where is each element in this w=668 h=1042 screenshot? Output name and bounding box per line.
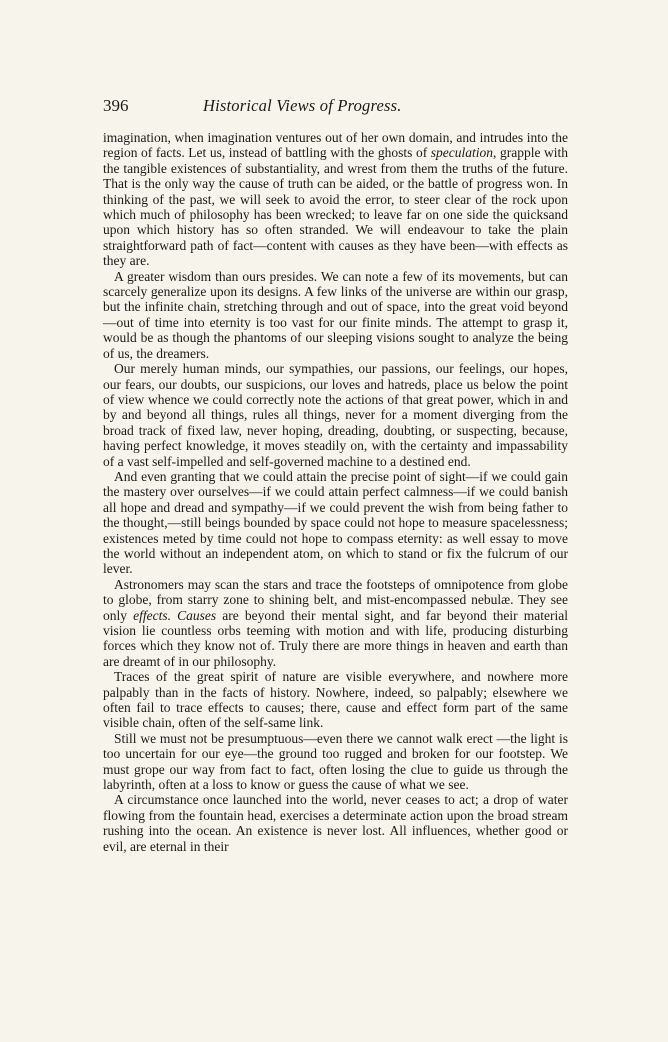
text-run: And even granting that we could attain the precise point of sight—if we could gain the mastery over ourselves—if we could attain perfect calmness—if we could banish all hope and dread and sympathy—if we could prevent the wish from being father to the thought,—still beings bounded by space could not hope to measure spacelessness; existences meted by time could not hope to compass eternity: as well essay to move the world without an independent atom, on which to stand or fix the fulcrum of our lever. [103,468,568,577]
paragraph [103,361,568,469]
text-run: Traces of the great spirit of nature are visible everywhere, and nowhere more palpably than in the facts of history. Nowhere, indeed, so palpably; elsewhere we often fail to trace effects to causes; there, cause and effect form part of the same visible chain, often of the self-same link. [103,669,568,731]
italic-text: Causes [177,607,217,623]
paragraph [103,669,568,731]
paragraph [103,731,568,793]
text-run: imagination, when imagination ventures out of her own domain, and intrudes into the region of facts. Let us, instead of battling with the ghosts of [103,130,568,161]
page-number: 396 [103,96,129,115]
text-run: Our merely human minds, our sympathies, our passions, our feelings, our hopes, our fears, our doubts, our suspicions, our loves and hatreds, place us below the point of view whence we could correctly note the actions of that great power, which in and by and beyond all things, rules all things, never for a moment diverging from the broad track of fixed law, never hoping, dreading, doubting, or suspecting, because, having perfect knowledge, it moves steadily on, with the certainty and impassability of a vast self-impelled and self-governed machine to a destined end. [103,361,568,469]
paragraph [103,130,568,269]
text-run: A circumstance once launched into the world, never ceases to act; a drop of water flowing from the fountain head, exercises a determinate action upon the broad stream rushing into the ocean. An existence is never lost. All influences, whether good or evil, are eternal in their [103,792,568,854]
text-run: Astronomers may scan the stars and trace the footsteps of omnipotence from globe to globe, from starry zone to shining belt, and mist-encompassed nebulæ. They see only [103,576,568,623]
paragraph [103,792,568,854]
paragraph [103,577,568,669]
italic-text: effects. [133,607,171,623]
book-page [103,96,568,854]
running-title: Historical Views of Progress. [203,96,402,115]
paragraph [103,269,568,361]
paragraph [103,469,568,577]
text-run: are beyond their mental sight, and far beyond their material vision lie countless orbs teeming with motion and with life, producing disturbing forces which they know not of. Truly there are more things in heaven and earth than are dreamt of in our philosophy. [103,607,568,669]
text-run: A greater wisdom than ours presides. We can note a few of its movements, but can scarcely generalize upon its designs. A few links of the universe are within our grasp, but the infinite chain, stretching through and out of space, into the great void beyond—out of time into eternity is too vast for our finite minds. The attempt to grasp it, would be as though the phantoms of our sleeping visions sought to analyze the being of us, the dreamers. [103,268,568,361]
body-text [103,130,568,854]
text-run: Still we must not be presumptuous—even there we cannot walk erect —the light is too uncertain for our eye—the ground too rugged and broken for our footstep. We must grope our way from fact to fact, often losing the clue to guide us through the labyrinth, often at a loss to know or guess the cause of what we see. [103,730,568,793]
page-header [103,96,568,124]
italic-text: speculation [430,145,494,161]
text-run: , grapple with the tangible existences of substantiality, and wrest from them the truths of the future. That is the only way the cause of truth can be aided, or the battle of progress won. In thinking of the past, we will seek to avoid the error, to steer clear of the rock upon which much of philosophy has been wrecked; to leave far on one side the quicksand upon which history has so often stranded. We will endeavour to take the plain straightforward path of fact—content with causes as they have been—with effects as they are. [103,145,569,269]
